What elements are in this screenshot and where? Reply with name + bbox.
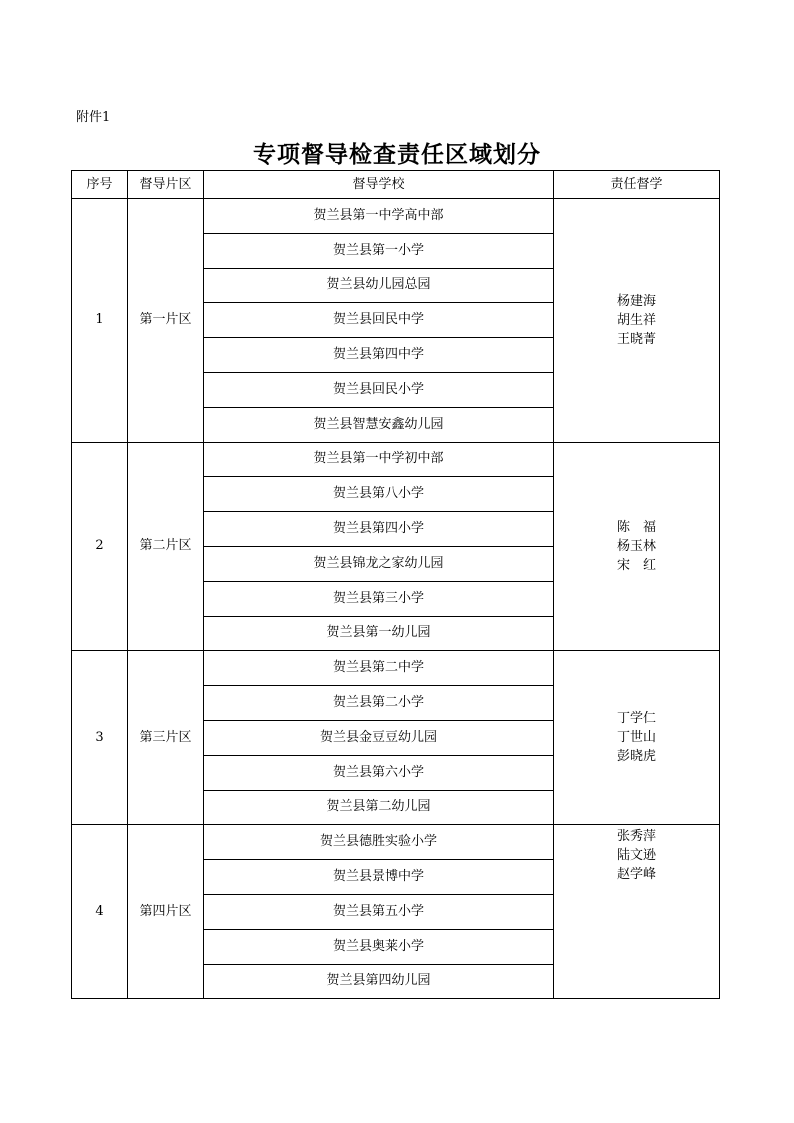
attachment-label: 附件1	[76, 110, 111, 125]
school-cell: 贺兰县第一中学高中部	[204, 199, 554, 234]
area-cell: 第一片区	[128, 199, 204, 443]
area-cell: 第二片区	[128, 442, 204, 651]
school-cell: 贺兰县回民小学	[204, 372, 554, 407]
school-cell: 贺兰县智慧安鑫幼儿园	[204, 407, 554, 442]
table-row	[72, 825, 720, 860]
column-header-school: 督导学校	[204, 171, 554, 199]
seq-cell: 3	[72, 651, 128, 825]
column-header-inspector: 责任督学	[554, 171, 720, 199]
inspector-cell	[554, 199, 720, 443]
inspector-name: 杨建海	[616, 293, 656, 309]
school-cell: 贺兰县金豆豆幼儿园	[204, 720, 554, 755]
inspector-name: 张秀萍	[616, 829, 656, 845]
school-cell: 贺兰县第四中学	[204, 338, 554, 373]
inspector-name: 赵学峰	[616, 867, 656, 883]
inspector-name: 丁世山	[616, 730, 656, 746]
inspector-cell	[554, 651, 720, 825]
school-cell: 贺兰县第八小学	[204, 477, 554, 512]
seq-cell: 1	[72, 199, 128, 443]
school-cell: 贺兰县回民中学	[204, 303, 554, 338]
school-cell: 贺兰县奥莱小学	[204, 929, 554, 964]
inspector-name: 杨玉林	[616, 538, 656, 554]
school-cell: 贺兰县第六小学	[204, 755, 554, 790]
school-cell: 贺兰县第二幼儿园	[204, 790, 554, 825]
inspector-cell	[554, 442, 720, 651]
school-cell: 贺兰县第一幼儿园	[204, 616, 554, 651]
inspector-name: 王晓菁	[616, 331, 656, 347]
area-cell: 第四片区	[128, 825, 204, 999]
inspector-name: 陈 福	[616, 519, 656, 535]
inspector-name: 陆文逊	[616, 848, 656, 864]
seq-cell: 2	[72, 442, 128, 651]
school-cell: 贺兰县第一中学初中部	[204, 442, 554, 477]
inspector-name: 丁学仁	[616, 711, 656, 727]
document-title: 专项督导检查责任区域划分	[253, 142, 541, 168]
inspector-name: 彭晓虎	[616, 749, 656, 765]
school-cell: 贺兰县第一小学	[204, 233, 554, 268]
seq-cell: 4	[72, 825, 128, 999]
column-header-seq: 序号	[72, 171, 128, 199]
school-cell: 贺兰县第四小学	[204, 512, 554, 547]
school-cell: 贺兰县锦龙之家幼儿园	[204, 546, 554, 581]
table-row	[72, 442, 720, 477]
inspector-name: 胡生祥	[616, 312, 656, 328]
school-cell: 贺兰县幼儿园总园	[204, 268, 554, 303]
inspector-name: 宋 红	[616, 557, 656, 573]
school-cell: 贺兰县景博中学	[204, 860, 554, 895]
table-row	[72, 651, 720, 686]
area-cell: 第三片区	[128, 651, 204, 825]
inspector-cell	[554, 825, 720, 999]
school-cell: 贺兰县第二中学	[204, 651, 554, 686]
school-cell: 贺兰县第三小学	[204, 581, 554, 616]
school-cell: 贺兰县第二小学	[204, 686, 554, 721]
school-cell: 贺兰县第四幼儿园	[204, 964, 554, 999]
column-header-area: 督导片区	[128, 171, 204, 199]
table-header-row	[72, 171, 720, 199]
school-cell: 贺兰县德胜实验小学	[204, 825, 554, 860]
table-row	[72, 199, 720, 234]
school-cell: 贺兰县第五小学	[204, 894, 554, 929]
responsibility-table	[71, 170, 720, 999]
